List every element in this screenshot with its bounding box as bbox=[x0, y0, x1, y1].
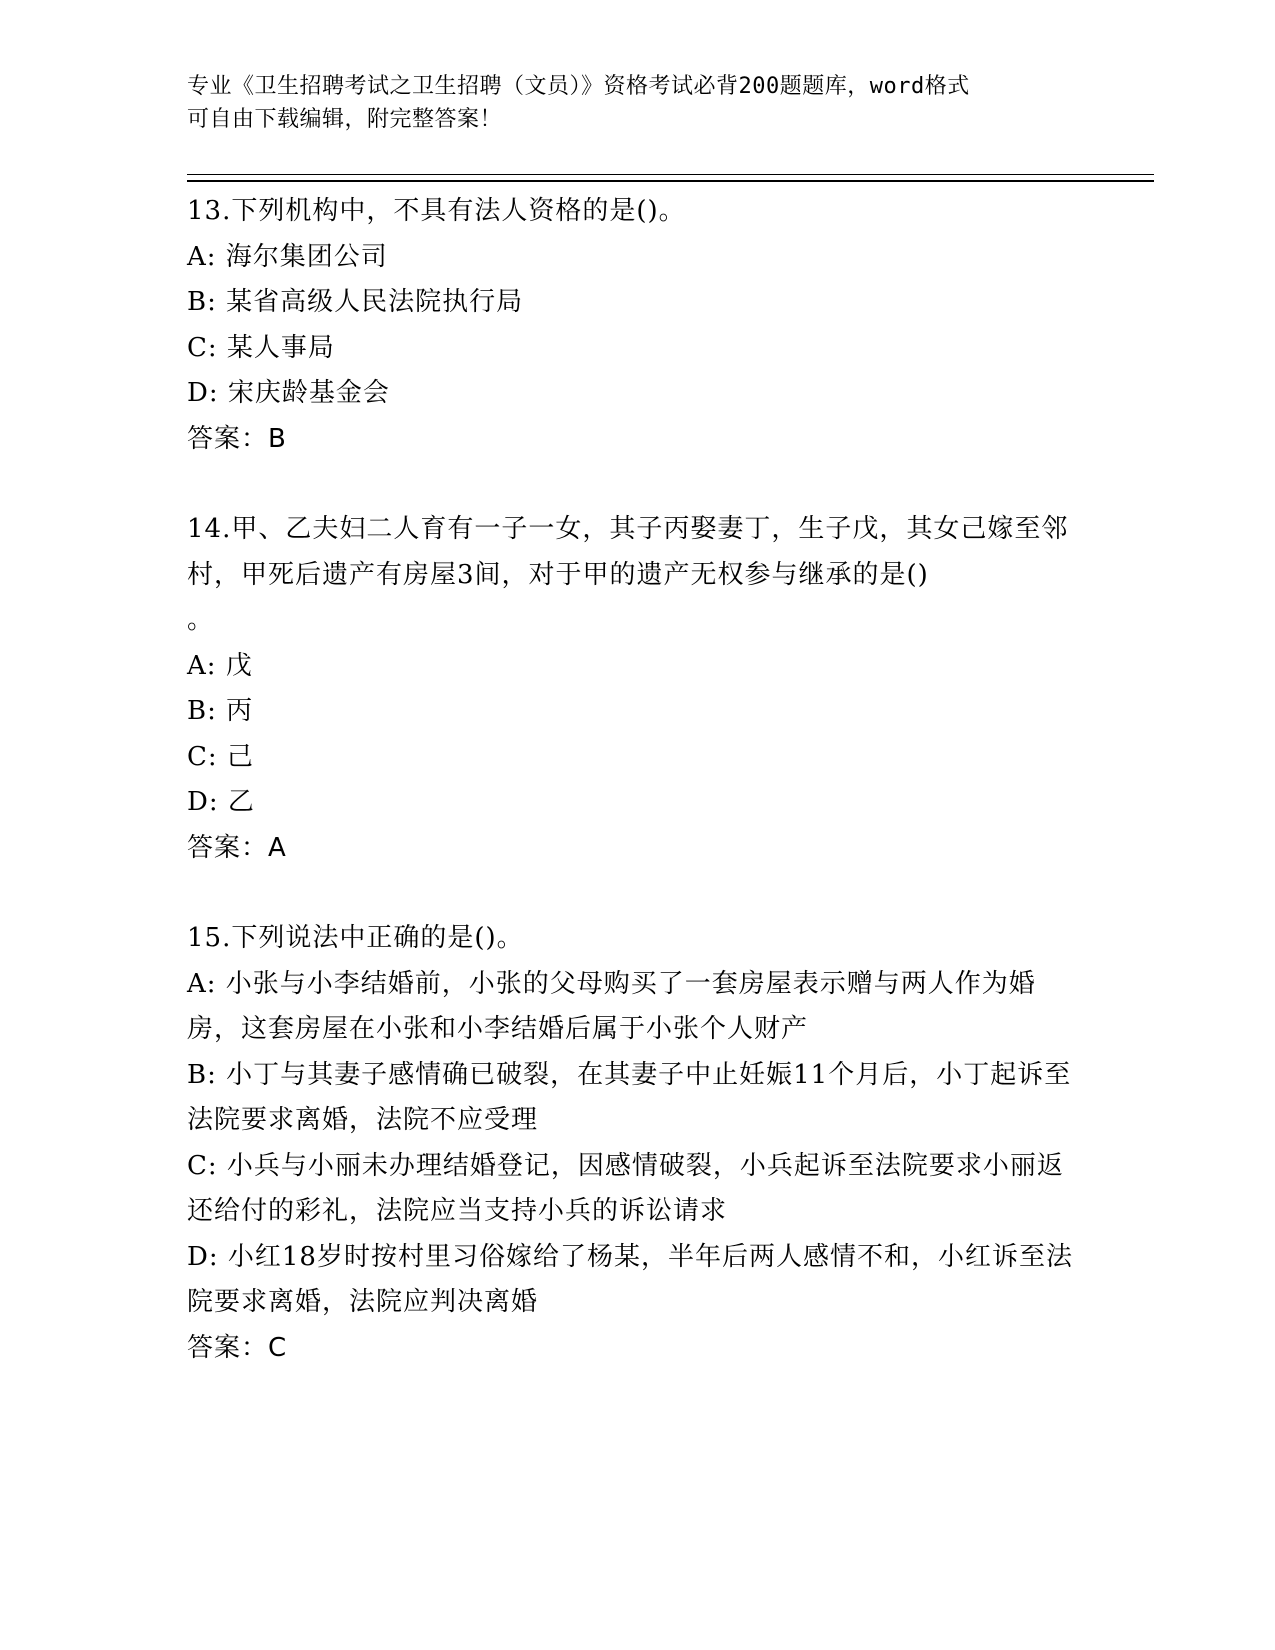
answer-text: 答案：A bbox=[187, 832, 287, 863]
option-a: A: 小张与小李结婚前，小张的父母购买了一套房屋表示赠与两人作为婚房，这套房屋在小张和小李结婚后属于小张个人财产 bbox=[187, 968, 1036, 1044]
option-b: B: 丙 bbox=[187, 696, 254, 726]
question-list bbox=[187, 189, 1087, 1371]
question-stem: 13.下列机构中，不具有法人资格的是()。 bbox=[187, 196, 686, 226]
option-c: C: 己 bbox=[187, 741, 254, 772]
option-a: A: 海尔集团公司 bbox=[187, 241, 388, 272]
option-c: C: 小兵与小丽未办理结婚登记，因感情破裂，小兵起诉至法院要求小丽返还给付的彩礼，法院应当支持小兵的诉讼请求 bbox=[187, 1150, 1064, 1226]
option-c: C: 某人事局 bbox=[187, 332, 335, 363]
option-a: A: 戊 bbox=[187, 650, 253, 681]
header-title-line-2: 可自由下载编辑，附完整答案！ bbox=[187, 107, 503, 132]
answer-text: 答案：C bbox=[187, 1332, 288, 1363]
option-b: B: 某省高级人民法院执行局 bbox=[187, 287, 524, 317]
option-d: D: 乙 bbox=[187, 787, 255, 817]
option-d: D: 小红18岁时按村里习俗嫁给了杨某，半年后两人感情不和，小红诉至法院要求离婚，法院应判决离婚 bbox=[187, 1241, 1073, 1317]
question-stem: 14.甲、乙夫妇二人育有一子一女，其子丙娶妻丁，生子戊，其女己嫁至邻村，甲死后遗产有房屋3间，对于甲的遗产无权参与继承的是() 。 bbox=[187, 514, 1069, 635]
document-header bbox=[187, 70, 1067, 136]
header-rule-thin bbox=[187, 174, 1154, 175]
question-15 bbox=[187, 916, 1087, 1371]
question-stem: 15.下列说法中正确的是()。 bbox=[187, 923, 524, 953]
option-b: B: 小丁与其妻子感情确已破裂，在其妻子中止妊娠11个月后，小丁起诉至法院要求离婚，法院不应受理 bbox=[187, 1059, 1072, 1135]
question-14 bbox=[187, 507, 1087, 871]
option-d: D: 宋庆龄基金会 bbox=[187, 378, 390, 408]
header-title-line-1: 专业《卫生招聘考试之卫生招聘（文员）》资格考试必背200题题库，word格式 bbox=[187, 74, 970, 99]
question-13 bbox=[187, 189, 1087, 462]
header-rule-thick bbox=[187, 180, 1154, 182]
answer-text: 答案：B bbox=[187, 423, 287, 454]
